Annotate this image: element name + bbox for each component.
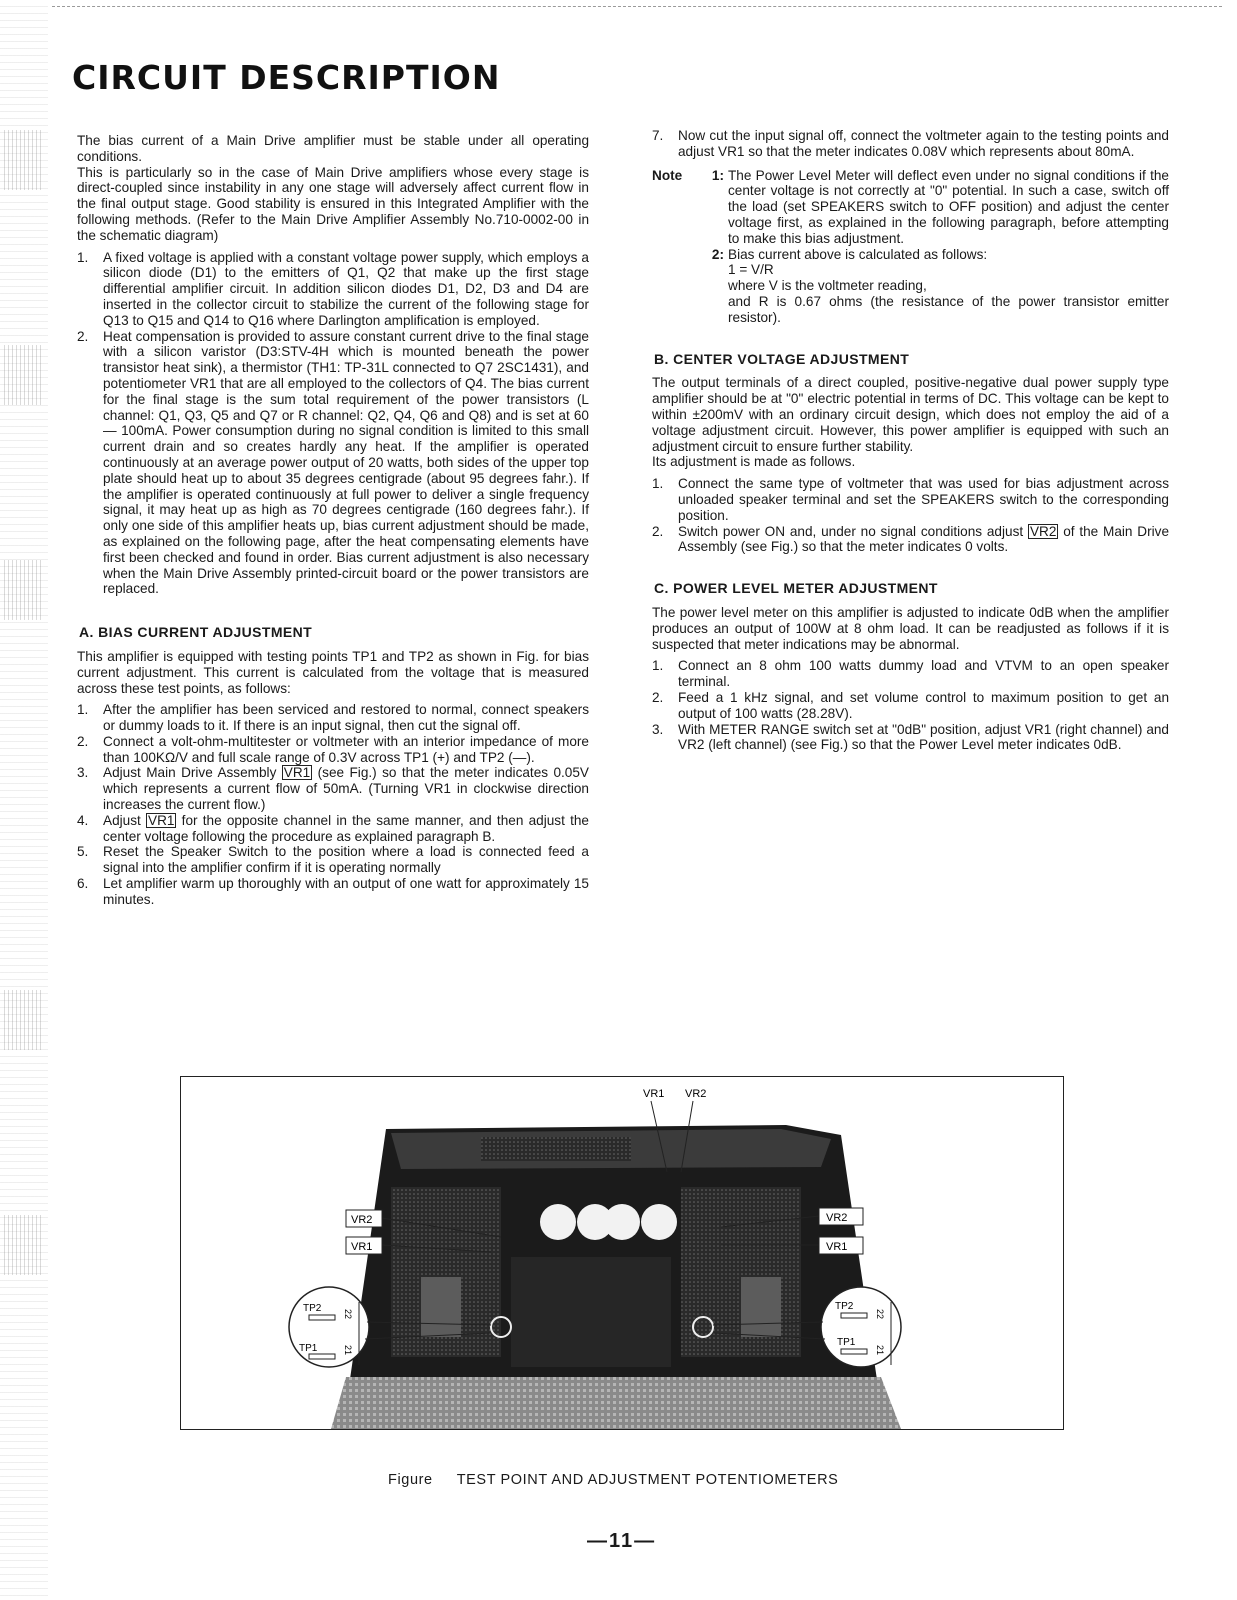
list-item: 1. Connect an 8 ohm 100 watts dummy load and VTVM to an open speaker terminal. xyxy=(652,658,1169,690)
vr1-boxed-label: VR1 xyxy=(148,812,175,828)
right-column xyxy=(652,128,1169,753)
capacitor-shape xyxy=(641,1204,677,1240)
top-vr1-label: VR1 xyxy=(643,1088,665,1100)
list-item: 7. Now cut the input signal off, connect the voltmeter again to the testing points and adjust VR1 so that the meter indicates 0.08V which represents about 80mA. xyxy=(652,128,1169,159)
note-1: Note 1: The Power Level Meter will deflect even under no signal conditions if the center voltage is not correctly at "0" potential. In such a case, switch off the load (set SPEAKERS switch to OFF position) and adjust the center voltage first, as explained in the following paragraph, before attempting to make this bias adjustment. xyxy=(652,167,1169,246)
left-column xyxy=(77,133,589,908)
left-test-point-magnifier xyxy=(289,1287,369,1367)
capacitor-shape xyxy=(604,1204,640,1240)
section-b-intro: The output terminals of a direct coupled, positive-negative dual power supply type amplifier should be at "0" electric potential in terms of DC. This voltage can be kept to within ±200mV with an ordinary circuit design, which does not employ the aid of a voltage adjustment circuit. However, this power amplifier is equipped with such an adjustment circuit to ensure further stability. xyxy=(652,375,1169,454)
figure-caption xyxy=(388,1472,838,1488)
list-item: 2. Feed a 1 kHz signal, and set volume control to maximum position to get an output of 100 watts (28.28V). xyxy=(652,689,1169,721)
list-item: 1. Connect the same type of voltmeter that was used for bias adjustment across unloaded speaker terminal and set the SPEAKERS switch to the corresponding position. xyxy=(652,476,1169,523)
vr2-boxed-label: VR2 xyxy=(1029,523,1057,539)
list-item: 2. Switch power ON and, under no signal conditions adjust VR2 of the Main Drive Assembly (see Fig.) so that the meter indicates 0 volts. xyxy=(652,523,1170,555)
right-tp1-label: TP1 xyxy=(837,1337,856,1348)
right-pin22-label: 22 xyxy=(875,1309,885,1320)
stability-methods-list xyxy=(77,250,589,598)
section-b-intro-2: Its adjustment is made as follows. xyxy=(652,454,856,470)
section-a-steps xyxy=(77,702,589,907)
section-c-intro: The power level meter on this amplifier is adjusted to indicate 0dB when the amplifier produces an output of 100W at 8 ohm load. It can be readjusted as follows if it is suspected that meter indications may be abnormal. xyxy=(652,604,1169,652)
top-vr2-label: VR2 xyxy=(685,1088,707,1100)
left-pin22-label: 22 xyxy=(343,1309,353,1320)
section-b-heading: B. CENTER VOLTAGE ADJUSTMENT xyxy=(654,350,910,367)
note-label: Note xyxy=(652,167,683,183)
right-pin21-label: 21 xyxy=(875,1345,885,1356)
note-2: 2: Bias current above is calculated as follows: 1 = V/R where V is the voltmeter reading, and R is 0.67 ohms (the resistance of the power transistor emitter resistor). xyxy=(711,246,1169,325)
right-vr2-label: VR2 xyxy=(826,1212,848,1224)
front-panel-shape xyxy=(331,1377,901,1429)
section-c-heading: C. POWER LEVEL METER ADJUSTMENT xyxy=(654,580,938,597)
section-b-steps xyxy=(652,476,1169,555)
left-tp2-label: TP2 xyxy=(303,1303,322,1314)
amplifier-photo-figure xyxy=(180,1076,1064,1430)
intro-paragraph-2: This is particularly so in the case of Main Drive amplifiers whose every stage is direct-coupled since instability in any one stage will adversely affect current flow in the final output stage. Good stability is ensured in this Integrated Amplifier with the following methods. (Refer to the Main Drive Amplifier Assembly No.710-0002-00 in the schematic diagram) xyxy=(77,164,589,243)
list-item: 2. Connect a volt-ohm-multitester or voltmeter with an interior impedance of more than 100KΩ/V and full scale range of 0.3V across TP1 (+) and TP2 (—). xyxy=(77,733,589,765)
list-item: 2. Heat compensation is provided to assure constant current drive to the final stage with a silicon varistor (D3:STV-4H which is mounted beneath the power transistor heat sink), a thermistor (TH1: TP-31L connected to Q7 2SC1431), and potentiometer VR1 that are all employed to the collectors of Q4. The bias current for the final stage is the sum total requirement of the power transistors (L channel: Q1, Q3, Q5 and Q7 or R channel: Q2, Q4, Q6 and Q8) and is set at 60 — 100mA. Power consumption during no signal condition is limited to this small current drain and so creates hardly any heat. If the amplifier is operated continuously at an average power output of 20 watts, both sides of the upper top plate should heat up to about 35 degrees centigrade (about 95 degrees fahr.). If the amplifier is operated continuously at full power to deliver a single frequency signal, it may heat up as high as 70 degrees centigrade (160 degrees fahr.). If only one side of this amplifier heats up, bias current adjustment should be made, as explained on the following page, after the heat compensating elements have first been checked and found in order. Bias current adjustment is also necessary when the Main Drive Assembly printed-circuit board or the power transistors are replaced. xyxy=(77,328,589,597)
vr1-boxed-label: VR1 xyxy=(283,765,311,781)
section-c-steps xyxy=(652,658,1169,753)
section-a-steps-continued xyxy=(652,128,1169,160)
page-title: CIRCUIT DESCRIPTION xyxy=(72,58,501,97)
list-item: 6. Let amplifier warm up thoroughly with an output of one watt for approximately 15 minutes. xyxy=(77,876,589,907)
left-pin21-label: 21 xyxy=(343,1345,353,1356)
right-test-point-magnifier xyxy=(821,1287,901,1367)
page-number: —11— xyxy=(587,1530,657,1552)
list-item: 1. A fixed voltage is applied with a constant voltage power supply, which employs a silicon diode (D1) to the emitters of Q1, Q2 that make up the first stage differential amplifier circuit. In addition silicon diodes D1, D2, D3 and D4 are inserted in the collector circuit to stabilize the current of the following stage for Q13 to Q15 and Q14 to Q16 where Darlington amplification is employed. xyxy=(77,249,589,328)
left-vr2-label: VR2 xyxy=(351,1214,373,1226)
figure-caption-prefix: Figure xyxy=(388,1472,433,1488)
list-item: 3. Adjust Main Drive Assembly VR1 (see Fig.) so that the meter indicates 0.05V which represents a current flow of 50mA. (Turning VR1 in clockwise direction increases the current flow.) xyxy=(77,765,589,813)
scan-top-edge xyxy=(52,6,1222,7)
scan-left-edge xyxy=(0,0,48,1600)
amplifier-chassis-illustration xyxy=(181,1077,1063,1429)
list-item: 5. Reset the Speaker Switch to the position where a load is connected feed a signal into the amplifier confirm if it is operating normally xyxy=(77,844,589,876)
right-tp2-label: TP2 xyxy=(835,1301,854,1312)
list-item: 4. Adjust VR1 for the opposite channel in the same manner, and then adjust the center voltage following the procedure as explained paragraph B. xyxy=(77,812,589,844)
left-vr1-label: VR1 xyxy=(351,1241,373,1253)
list-item: 3. With METER RANGE switch set at "0dB" position, adjust VR1 (right channel) and VR2 (left channel) (see Fig.) so that the Power Level meter indicates 0dB. xyxy=(652,721,1169,753)
figure-caption-text: TEST POINT AND ADJUSTMENT POTENTIOMETERS xyxy=(456,1472,839,1488)
capacitor-shape xyxy=(540,1204,576,1240)
section-a-intro: This amplifier is equipped with testing points TP1 and TP2 as shown in Fig. for bias current adjustment. This current is calculated from the voltage that is measured across these test points, as follows: xyxy=(77,648,589,696)
left-tp1-label: TP1 xyxy=(299,1343,318,1354)
right-vr1-label: VR1 xyxy=(826,1241,848,1253)
section-a-heading: A. BIAS CURRENT ADJUSTMENT xyxy=(79,624,313,641)
intro-paragraph-1: The bias current of a Main Drive amplifier must be stable under all operating conditions. xyxy=(77,133,589,164)
list-item: 1. After the amplifier has been serviced and restored to normal, connect speakers or dummy loads to it. If there is an input signal, then cut the signal off. xyxy=(77,702,589,734)
